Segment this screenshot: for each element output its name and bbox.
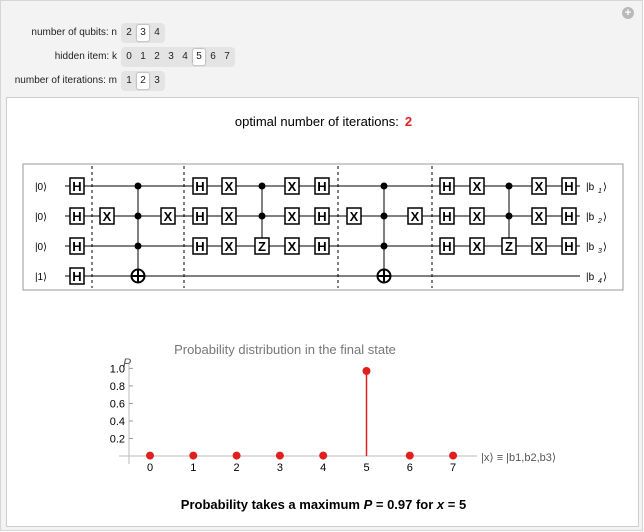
h-gate-diff-label: H [317, 209, 327, 224]
x-tick-label: 5 [363, 462, 370, 474]
output-state-sub-1: 1 [598, 188, 602, 195]
hidden-item-option-3[interactable]: 3 [168, 51, 174, 62]
hidden-item-option-1[interactable]: 1 [140, 51, 146, 62]
hidden-item-label: hidden item: k [54, 51, 117, 62]
x-gate-diff-label: X [224, 179, 234, 194]
x-gate-diff-label: X [287, 179, 297, 194]
output-state-sub-4: 4 [598, 278, 602, 285]
h-gate-init-4-label: H [72, 269, 82, 284]
y-tick-label: 0.6 [109, 398, 125, 411]
hidden-item-option-6[interactable]: 6 [210, 51, 216, 62]
control-dot [259, 213, 266, 220]
control-dot [135, 243, 142, 250]
hidden-item-selector[interactable] [121, 47, 235, 67]
qubits-label: number of qubits: n [31, 27, 117, 38]
input-state-4: |1⟩ [34, 272, 47, 283]
output-panel [6, 97, 639, 527]
circuit-diagram [7, 158, 640, 298]
result-x: x [436, 497, 445, 512]
y-axis-label: P [122, 356, 132, 370]
h-gate-diff-label: H [564, 179, 574, 194]
control-dot [259, 183, 266, 190]
probability-point [449, 452, 457, 460]
h-gate-diff-label: H [195, 239, 205, 254]
result-eq: = 0.97 for [372, 497, 437, 512]
y-tick-label: 1.0 [109, 363, 125, 376]
x-gate-diff-label: X [534, 179, 544, 194]
h-gate-init-1-label: H [72, 179, 82, 194]
optimal-value: 2 [404, 114, 413, 129]
y-tick-label: 0.4 [109, 415, 125, 428]
plus-icon[interactable]: + [622, 7, 634, 19]
x-gate-diff-label: X [224, 239, 234, 254]
iterations-selector[interactable] [121, 71, 165, 91]
output-state-1: |b [586, 182, 595, 193]
output-state-close-2: ⟩ [603, 212, 607, 223]
x-gate-diff-label: X [287, 239, 297, 254]
probability-point [276, 452, 284, 460]
probability-point [189, 452, 197, 460]
output-state-4: |b [586, 272, 595, 283]
qubits-option-3[interactable]: 3 [136, 24, 150, 42]
result-text [7, 497, 640, 512]
qubits-option-4[interactable]: 4 [154, 27, 160, 38]
h-gate-init-3-label: H [72, 239, 82, 254]
x-tick-label: 4 [320, 462, 327, 474]
z-gate-diff-label: Z [258, 239, 266, 254]
iterations-label: number of iterations: m [14, 75, 117, 86]
qubits-option-2[interactable]: 2 [126, 27, 132, 38]
optimal-iterations-text [7, 114, 640, 129]
x-gate-oracle-label: X [102, 209, 112, 224]
hidden-item-option-7[interactable]: 7 [224, 51, 230, 62]
hidden-item-option-5[interactable]: 5 [192, 48, 206, 66]
x-gate-oracle-label: X [349, 209, 359, 224]
y-tick-label: 0.2 [109, 433, 125, 446]
hidden-item-option-4[interactable]: 4 [182, 51, 188, 62]
iterations-option-2[interactable]: 2 [136, 72, 150, 90]
x-axis-label: |x⟩ ≡ |b1,b2,b3⟩ [481, 452, 557, 464]
x-gate-diff-label: X [287, 209, 297, 224]
probability-point [406, 452, 414, 460]
control-dot [506, 213, 513, 220]
h-gate-diff-label: H [442, 179, 452, 194]
iterations-option-3[interactable]: 3 [154, 75, 160, 86]
probability-point [146, 452, 154, 460]
x-gate-diff-label: X [472, 209, 482, 224]
h-gate-init-2-label: H [72, 209, 82, 224]
optimal-label: optimal number of iterations: [234, 114, 399, 129]
probability-chart [7, 336, 640, 486]
result-tail: = 5 [444, 497, 467, 512]
h-gate-diff-label: H [442, 239, 452, 254]
chart-title: Probability distribution in the final state [174, 342, 396, 357]
output-state-sub-2: 2 [598, 218, 602, 225]
control-dot [135, 183, 142, 190]
control-dot [381, 213, 388, 220]
output-state-close-4: ⟩ [603, 272, 607, 283]
x-tick-label: 2 [233, 462, 240, 474]
output-state-close-1: ⟩ [603, 182, 607, 193]
y-tick-label: 0.8 [109, 380, 125, 393]
output-state-close-3: ⟩ [603, 242, 607, 253]
x-tick-label: 7 [450, 462, 457, 474]
result-p: P [363, 497, 373, 512]
output-state-2: |b [586, 212, 595, 223]
x-gate-diff-label: X [224, 209, 234, 224]
probability-point [363, 367, 371, 375]
z-gate-diff-label: Z [505, 239, 513, 254]
probability-point [233, 452, 241, 460]
x-gate-oracle-label: X [410, 209, 420, 224]
x-gate-oracle-label: X [163, 209, 173, 224]
hidden-item-option-2[interactable]: 2 [154, 51, 160, 62]
x-tick-label: 6 [406, 462, 413, 474]
iterations-option-1[interactable]: 1 [126, 75, 132, 86]
h-gate-diff-label: H [195, 179, 205, 194]
h-gate-diff-label: H [317, 239, 327, 254]
h-gate-diff-label: H [564, 239, 574, 254]
x-tick-label: 3 [276, 462, 283, 474]
probability-point [319, 452, 327, 460]
control-dot [135, 213, 142, 220]
control-dot [381, 183, 388, 190]
h-gate-diff-label: H [195, 209, 205, 224]
output-state-3: |b [586, 242, 595, 253]
x-tick-label: 0 [146, 462, 154, 474]
h-gate-diff-label: H [564, 209, 574, 224]
h-gate-diff-label: H [442, 209, 452, 224]
x-tick-label: 1 [190, 462, 197, 474]
result-prefix: Probability takes a maximum [180, 497, 364, 512]
x-gate-diff-label: X [534, 239, 544, 254]
output-state-sub-3: 3 [598, 248, 602, 255]
control-dot [381, 243, 388, 250]
x-gate-diff-label: X [534, 209, 544, 224]
control-dot [506, 183, 513, 190]
qubits-selector[interactable] [121, 23, 165, 43]
h-gate-diff-label: H [317, 179, 327, 194]
x-gate-diff-label: X [472, 239, 482, 254]
input-state-1: |0⟩ [34, 182, 47, 193]
input-state-2: |0⟩ [34, 212, 47, 223]
input-state-3: |0⟩ [34, 242, 47, 253]
hidden-item-option-0[interactable]: 0 [126, 51, 132, 62]
x-gate-diff-label: X [472, 179, 482, 194]
